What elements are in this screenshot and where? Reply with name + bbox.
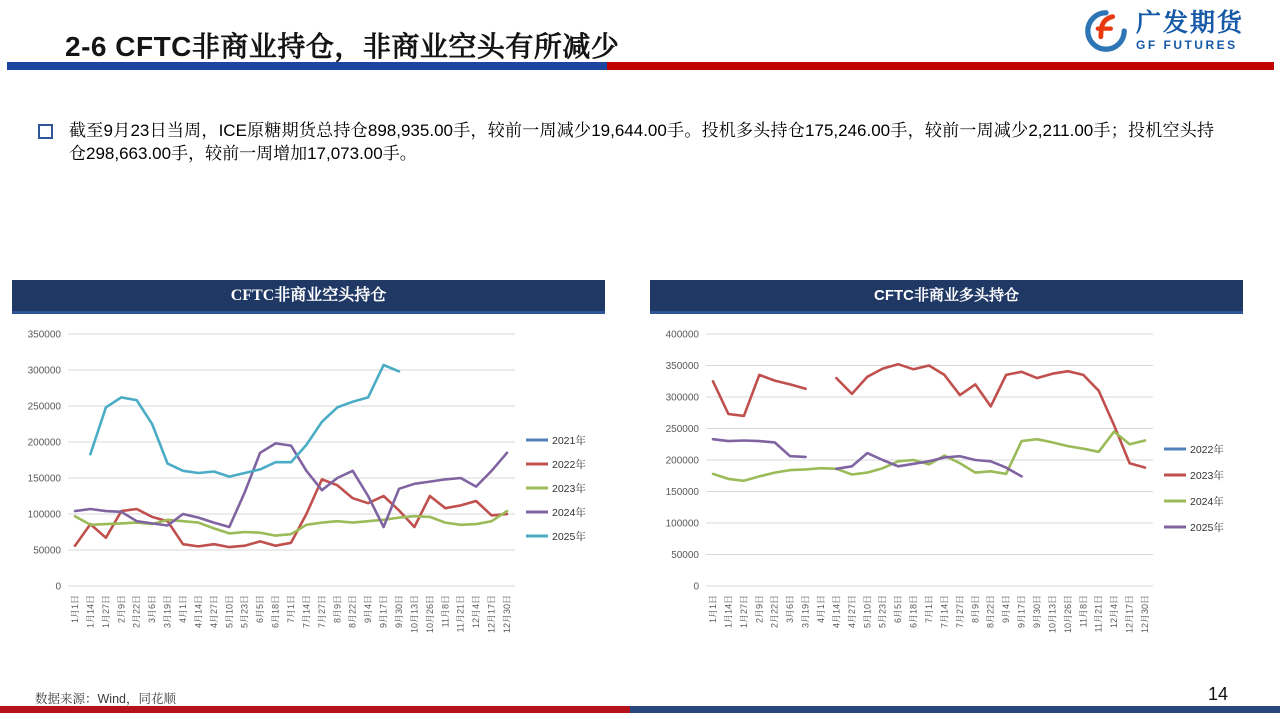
x-axis-label: 9月17日 [378, 595, 389, 629]
x-axis-label: 12月17日 [486, 595, 497, 634]
x-axis-label: 7月14日 [301, 595, 312, 629]
short-positions-chart [12, 280, 605, 660]
header-divider-red [607, 62, 1274, 70]
x-axis-label: 5月23日 [877, 595, 888, 629]
x-axis-label: 1月27日 [100, 595, 111, 629]
y-axis-label: 150000 [27, 473, 61, 485]
x-axis-label: 8月9日 [970, 595, 981, 624]
series-line-2022年 [75, 479, 507, 547]
x-axis-label: 4月27日 [208, 595, 219, 629]
long-positions-plot [650, 314, 1243, 660]
x-axis-label: 5月23日 [239, 595, 250, 629]
footer-divider [0, 706, 1280, 713]
y-axis-label: 300000 [665, 392, 699, 404]
data-source-note: 数据来源：Wind，同花顺 [35, 692, 176, 706]
series-line-2023年 [75, 511, 507, 535]
x-axis-label: 7月27日 [954, 595, 965, 629]
x-axis-label: 1月27日 [738, 595, 749, 629]
x-axis-label: 8月22日 [985, 595, 996, 629]
legend-label-2024年: 2024年 [1190, 495, 1224, 508]
x-axis-label: 12月4日 [1109, 595, 1120, 629]
x-axis-label: 7月14日 [939, 595, 950, 629]
page-number: 14 [1207, 684, 1228, 704]
x-axis-label: 6月18日 [270, 595, 281, 629]
legend-label-2025年: 2025年 [552, 530, 586, 543]
legend-label-2024年: 2024年 [552, 506, 586, 519]
x-axis-label: 6月5日 [255, 595, 266, 624]
x-axis-label: 3月19日 [162, 595, 173, 629]
bullet-square-icon [38, 124, 53, 139]
header-divider [7, 62, 1274, 70]
charts-row [12, 280, 1243, 660]
x-axis-label: 12月30日 [1140, 595, 1150, 634]
x-axis-label: 9月4日 [363, 595, 374, 624]
x-axis-label: 2月22日 [769, 595, 780, 629]
gf-logo-chinese: 广发期货 [1135, 9, 1244, 37]
footer-divider-blue [630, 706, 1280, 713]
header-divider-blue [7, 62, 607, 70]
long-positions-chart [650, 280, 1243, 660]
gf-futures-logo [1083, 8, 1244, 54]
x-axis-label: 2月9日 [754, 595, 765, 624]
x-axis-label: 9月17日 [1016, 595, 1027, 629]
y-axis-label: 400000 [665, 329, 699, 341]
y-axis-label: 200000 [665, 455, 699, 467]
x-axis-label: 4月1日 [178, 595, 188, 624]
y-axis-label: 0 [693, 581, 699, 593]
x-axis-label: 10月13日 [409, 595, 420, 634]
x-axis-label: 11月21日 [1093, 595, 1104, 633]
gf-logo-english: GF FUTURES [1135, 38, 1238, 52]
y-axis-label: 100000 [665, 518, 699, 530]
short-chart-title: CFTC非商业空头持仓 [12, 280, 605, 314]
x-axis-label: 7月27日 [316, 595, 327, 629]
x-axis-label: 11月8日 [1078, 595, 1089, 628]
x-axis-label: 10月26日 [424, 595, 435, 634]
x-axis-label: 7月1日 [924, 595, 934, 624]
y-axis-label: 350000 [27, 329, 61, 341]
summary-bullet [38, 119, 1214, 165]
x-axis-label: 11月8日 [440, 595, 451, 628]
x-axis-label: 9月30日 [394, 595, 404, 629]
x-axis-label: 2月9日 [116, 595, 127, 624]
legend-label-2022年: 2022年 [1190, 443, 1224, 456]
series-line-2023年 [713, 364, 1145, 467]
x-axis-label: 4月14日 [193, 595, 204, 629]
x-axis-label: 9月30日 [1032, 595, 1042, 629]
gf-logo-icon [1083, 8, 1129, 54]
legend-label-2025年: 2025年 [1190, 521, 1224, 534]
x-axis-label: 1月1日 [708, 595, 718, 624]
legend-label-2023年: 2023年 [552, 482, 586, 495]
summary-text: 截至9月23日当周，ICE原糖期货总持仓898,935.00手，较前一周减少19,644.00手。投机多头持仓175,246.00手，较前一周减少2,211.00手；投机空头持仓298,663.00手，较前一周增加17,073.00手。 [69, 121, 1214, 163]
x-axis-label: 9月4日 [1001, 595, 1012, 624]
gf-logo-text [1136, 11, 1244, 51]
x-axis-label: 2月22日 [131, 595, 142, 629]
y-axis-label: 200000 [27, 437, 61, 449]
x-axis-label: 3月19日 [800, 595, 811, 629]
legend-label-2023年: 2023年 [1190, 469, 1224, 482]
page-title: 2-6 CFTC非商业持仓，非商业空头有所减少 [65, 30, 620, 62]
x-axis-label: 12月4日 [471, 595, 482, 629]
x-axis-label: 1月14日 [723, 595, 734, 629]
x-axis-label: 7月1日 [286, 595, 296, 624]
x-axis-label: 8月9日 [332, 595, 343, 624]
short-positions-plot [12, 314, 605, 660]
x-axis-label: 8月22日 [347, 595, 358, 629]
y-axis-label: 100000 [27, 509, 61, 521]
x-axis-label: 3月6日 [147, 595, 158, 624]
x-axis-label: 10月26日 [1062, 595, 1073, 634]
y-axis-label: 250000 [27, 401, 61, 413]
y-axis-label: 250000 [665, 424, 699, 435]
y-axis-label: 50000 [33, 545, 61, 557]
x-axis-label: 6月18日 [908, 595, 919, 629]
x-axis-label: 4月27日 [846, 595, 857, 629]
y-axis-label: 350000 [665, 361, 699, 372]
series-line-2024年 [713, 432, 1145, 481]
x-axis-label: 5月10日 [862, 595, 873, 629]
series-line-2025年 [90, 365, 399, 477]
long-chart-title: CFTC非商业多头持仓 [650, 280, 1243, 314]
legend-label-2021年: 2021年 [552, 434, 586, 447]
x-axis-label: 6月5日 [893, 595, 904, 624]
x-axis-label: 1月1日 [70, 595, 80, 624]
x-axis-label: 1月14日 [85, 595, 96, 629]
x-axis-label: 10月13日 [1047, 595, 1058, 634]
series-line-2025年 [713, 439, 1022, 476]
y-axis-label: 0 [55, 581, 61, 593]
x-axis-label: 11月21日 [455, 595, 466, 633]
x-axis-label: 12月30日 [502, 595, 512, 634]
footer-divider-red [0, 706, 630, 713]
x-axis-label: 3月6日 [785, 595, 796, 624]
x-axis-label: 4月14日 [831, 595, 842, 629]
legend-label-2022年: 2022年 [552, 458, 586, 471]
y-axis-label: 150000 [665, 487, 699, 498]
x-axis-label: 12月17日 [1124, 595, 1135, 634]
x-axis-label: 4月1日 [816, 595, 826, 624]
y-axis-label: 50000 [671, 550, 699, 561]
y-axis-label: 300000 [27, 365, 61, 377]
x-axis-label: 5月10日 [224, 595, 235, 629]
